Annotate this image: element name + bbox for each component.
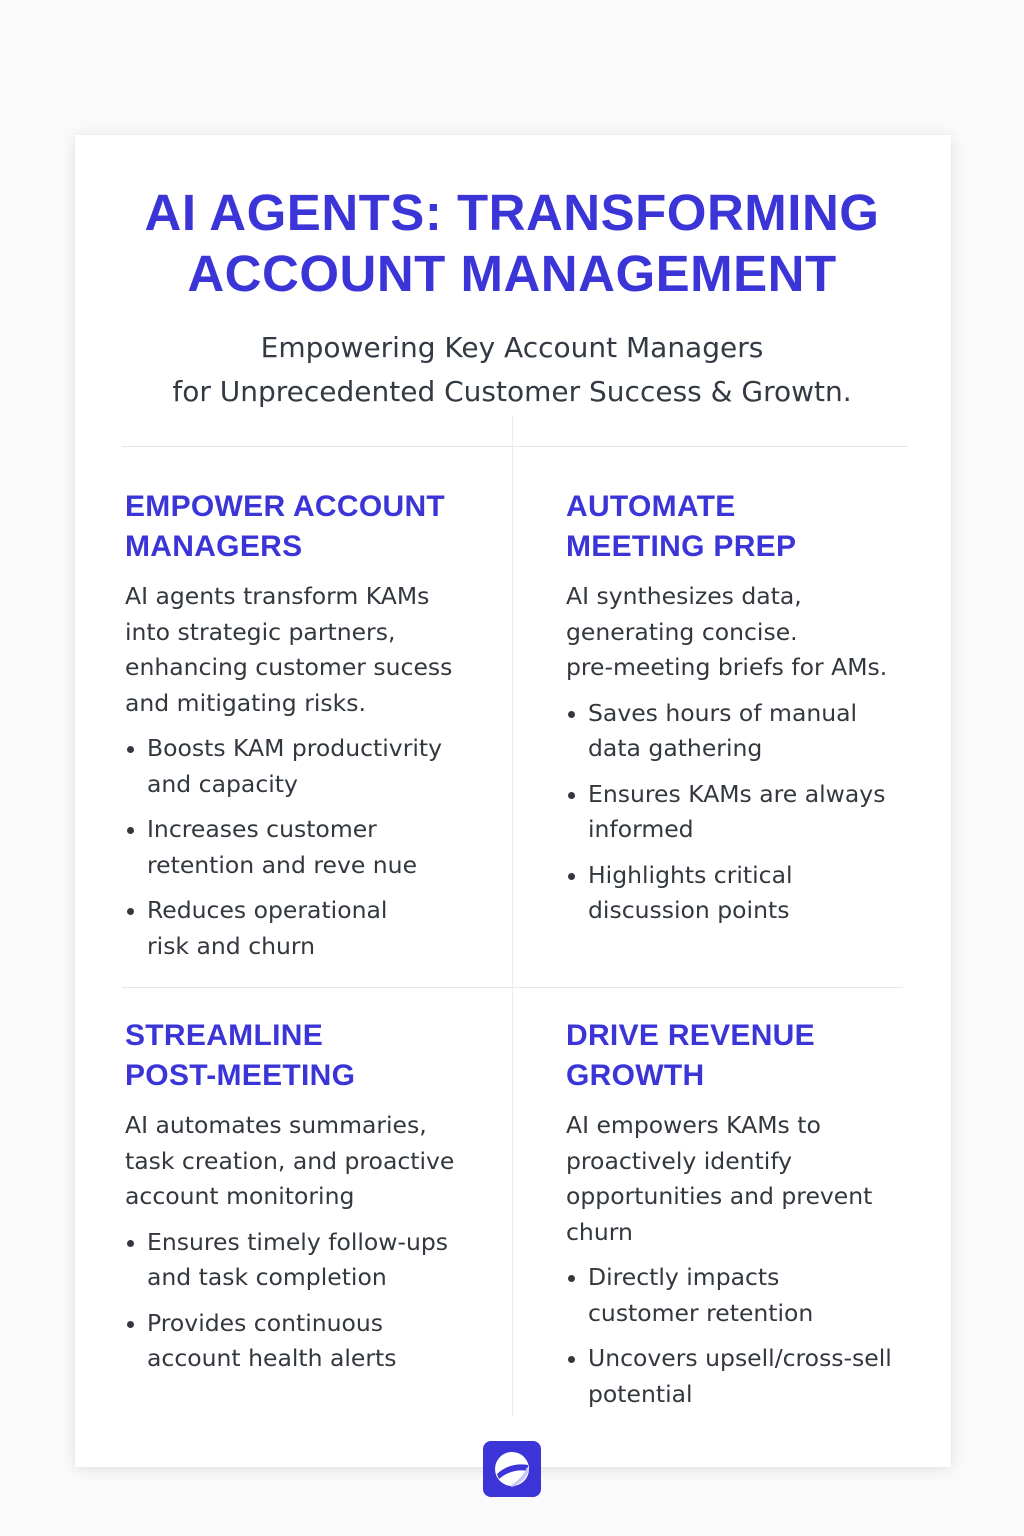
bullet-line: discussion points [588, 896, 790, 924]
bullet-item [566, 1260, 926, 1331]
subtitle-line: for Unprecedented Customer Success & Growtn. [172, 375, 852, 408]
bullet-line: Highlights critical [588, 860, 793, 889]
bullet-line: Reduces operational [147, 896, 388, 924]
body-line: and mitigating risks. [125, 688, 366, 717]
bullet-item [125, 812, 485, 883]
bullet-line: account health alerts [147, 1344, 397, 1372]
bullet-item [566, 858, 926, 929]
bullet-list [566, 1260, 926, 1412]
section-empower-account-managers [125, 487, 485, 974]
bullet-list [566, 696, 926, 929]
body-line: AI synthesizes data, [566, 582, 802, 610]
body-line: enhancing customer sucess [125, 653, 453, 681]
body-line: AI empowers KAMs to [566, 1111, 821, 1139]
bullet-icon [568, 1356, 575, 1363]
body-line: AI agents transform KAMs [125, 582, 430, 610]
heading-line: AUTOMATE [566, 490, 736, 523]
bullet-line: Ensures KAMs are always [588, 779, 886, 808]
bullet-icon [127, 1240, 134, 1247]
bullet-line: risk and churn [147, 931, 316, 960]
bullet-icon [568, 1275, 575, 1282]
bullet-line: data gathering [588, 734, 763, 762]
title-line: AI AGENTS: TRANSFORMING [144, 184, 880, 241]
heading-line: GROWTH [566, 1059, 705, 1092]
bullet-item [566, 777, 926, 848]
bullet-line: potential [588, 1379, 693, 1408]
bullet-icon [568, 873, 575, 880]
heading-line: MEETING PREP [566, 530, 797, 563]
section-automate-meeting-prep [566, 487, 926, 939]
heading-line: MANAGERS [125, 530, 303, 563]
divider-top [122, 446, 908, 447]
bullet-line: Saves hours of manual [588, 698, 858, 727]
bullet-list [125, 731, 485, 964]
bullet-line: Uncovers upsell/cross-sell [588, 1344, 892, 1372]
page-title [0, 182, 1024, 304]
body-line: into strategic partners, [125, 617, 396, 646]
section-heading [125, 1016, 485, 1096]
heading-line: STREAMLINE [125, 1019, 323, 1052]
bullet-line: Increases customer [147, 815, 377, 843]
bullet-list [125, 1225, 485, 1377]
body-line: pre-meeting briefs for AMs. [566, 653, 888, 681]
body-line: proactively identify [566, 1146, 793, 1175]
title-line: ACCOUNT MANAGEMENT [187, 245, 837, 302]
bullet-item [566, 1341, 926, 1412]
section-description [125, 579, 485, 721]
bullet-line: Boosts KAM productivrity [147, 734, 443, 762]
heading-line: EMPOWER ACCOUNT [125, 490, 446, 523]
bullet-line: Directly impacts [588, 1263, 780, 1291]
section-drive-revenue-growth [566, 1016, 926, 1422]
bullet-line: informed [588, 815, 694, 843]
body-line: generating concise. [566, 617, 798, 646]
body-line: opportunities and prevent [566, 1182, 873, 1210]
section-heading [566, 487, 926, 567]
bullet-line: and task completion [147, 1263, 387, 1291]
body-line: account monitoring [125, 1182, 355, 1210]
bullet-icon [127, 827, 134, 834]
bullet-icon [568, 792, 575, 799]
bullet-icon [127, 746, 134, 753]
bullet-item [125, 1225, 485, 1296]
bullet-item [125, 893, 485, 964]
body-line: task creation, and proactive [125, 1146, 455, 1175]
body-line: churn [566, 1217, 633, 1246]
section-description [566, 1108, 926, 1250]
bullet-item [125, 1306, 485, 1377]
bullet-icon [127, 908, 134, 915]
subtitle-line: Empowering Key Account Managers [260, 331, 764, 364]
section-description [125, 1108, 485, 1215]
heading-line: POST-MEETING [125, 1059, 356, 1092]
bullet-line: customer retention [588, 1298, 814, 1327]
page-subtitle [0, 326, 1024, 414]
bullet-icon [568, 711, 575, 718]
bullet-icon [127, 1321, 134, 1328]
brand-logo-icon [483, 1441, 541, 1497]
bullet-line: and capacity [147, 769, 298, 798]
section-description [566, 579, 926, 686]
divider-middle [122, 987, 903, 988]
section-heading [566, 1016, 926, 1096]
bullet-item [125, 731, 485, 802]
bullet-line: Provides continuous [147, 1308, 384, 1337]
body-line: AI automates summaries, [125, 1111, 427, 1139]
divider-vertical [512, 416, 513, 1416]
bullet-line: Ensures timely follow-ups [147, 1227, 449, 1256]
bullet-line: retention and reve nue [147, 850, 418, 879]
heading-line: DRIVE REVENUE [566, 1019, 815, 1052]
bullet-item [566, 696, 926, 767]
section-streamline-post-meeting [125, 1016, 485, 1387]
section-heading [125, 487, 485, 567]
